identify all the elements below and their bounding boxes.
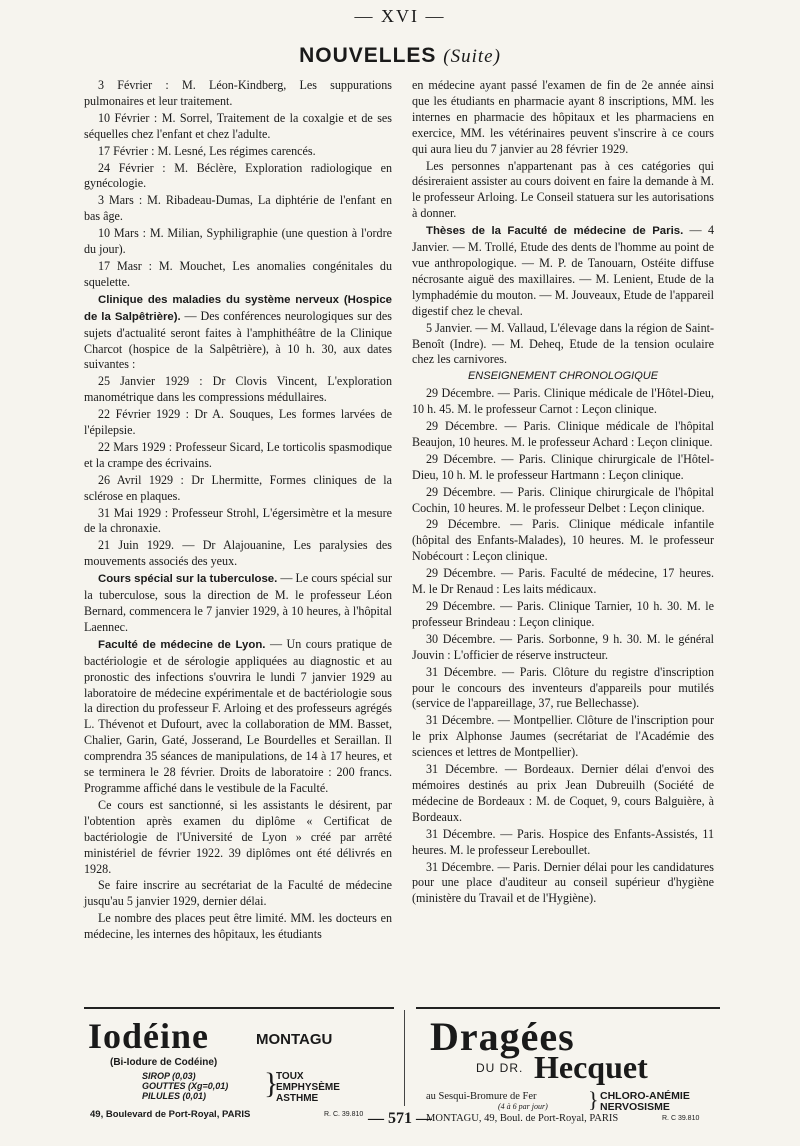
paragraph-body: — Le cours spécial sur la tuberculose, sous la direction de M. le professeur Léon Bernard, commencera le 7 janvier 1929, à 10 heures, à l'hôpital Laennec. [84,571,392,634]
ad-rc: R. C. 39.810 [324,1111,364,1118]
ad-separator [404,1010,405,1106]
paragraph-body: — Des conférences neurologiques sur des sujets d'actualité seront faites à l'amphithéâtre de la Clinique Charcot (hospice de la Salpêtrière), à 10 h. 30, aux dates suivantes : [84,308,392,372]
paragraph: 25 Janvier 1929 : Dr Clovis Vincent, L'exploration manométrique dans les compressions médullaires. [84,374,392,405]
ad-form: SIROP (0,03) [142,1071,196,1081]
paragraph: 21 Juin 1929. — Dr Alajouanine, Les paralysies des mouvements associés des yeux. [84,538,392,569]
ad-brand: Iodéine [88,1016,210,1056]
page-number: — 571 — [368,1110,432,1127]
advertisement-dragees [416,1013,720,1124]
brace-glyph: } [264,1067,279,1100]
ad-dudr: DU DR. [476,1061,524,1075]
ad-uses [276,1071,340,1104]
paragraph: Ce cours est sanctionné, si les assistants le désirent, par l'obtention après examen du diplôme « Certificat de bactériologie de l'Université de Lyon » créé par arrêté ministériel de février 1922. 39 diplômes ont été délivrés en 1928. [84,797,392,876]
paragraph: 29 Décembre. — Paris. Clinique chirurgicale de l'hôpital Cochin, 10 heures. M. le professeur Delbet : Leçon clinique. [412,484,714,515]
paragraph [84,571,392,636]
paragraph: 29 Décembre. — Paris. Clinique médicale infantile (hôpital des Enfants-Malades), 10 heures. M. le professeur Nobécourt : Leçon clinique. [412,517,714,564]
paragraph: 31 Décembre. — Paris. Hospice des Enfants-Assistés, 11 heures. M. le professeur Lereboullet. [412,826,714,857]
title-text: NOUVELLES [299,44,437,67]
paragraph: Se faire inscrire au secrétariat de la Faculté de médecine jusqu'au 5 janvier 1929, dernier délai. [84,878,392,909]
ad-dose: (4 à 6 par jour) [498,1102,548,1111]
section-heading: Cours spécial sur la tuberculose. [98,573,278,586]
ad-use: EMPHYSÈME [276,1082,340,1093]
section-title: ENSEIGNEMENT CHRONOLOGIQUE [467,370,659,383]
paragraph: 3 Mars : M. Ribadeau-Dumas, La diphtérie de l'enfant en bas âge. [84,193,392,224]
paragraph: 5 Janvier. — M. Vallaud, L'élevage dans la région de Saint-Benoît (Indre). — M. Deheq, Etude de la tension oculaire chez les carnivores. [412,320,714,367]
paragraph: 17 Masr : M. Mouchet, Les anomalies congénitales du squelette. [84,258,392,289]
paragraph: 31 Décembre. — Paris. Clôture du registre d'inscription pour le concours des inventeurs d'appareils pour mutilés (service de l'appareillage, 37, rue Bellechasse). [412,664,714,711]
ad-forms [142,1071,228,1101]
ad-use: TOUX [276,1071,304,1082]
paragraph: en médecine ayant passé l'examen de fin de 2e année ainsi que les étudiants en pharmacie ayant 8 inscriptions, MM. les internes en pharmacie des hôpitaux et les pharmaciens en exercice, MM. les vétérinaires peuvent s'inscrire à ce cours qui aura lieu du 7 janvier au 28 février 1929. [412,78,714,156]
paragraph: 29 Décembre. — Paris. Clinique chirurgicale de l'Hôtel-Dieu, 10 h. M. le professeur Hartmann : Leçon clinique. [412,451,714,482]
advertisement-iodeine [84,1013,394,1120]
paragraph: 22 Mars 1929 : Professeur Sicard, Le torticolis spasmodique et la crampe des écrivains. [84,439,392,470]
ad-brand: Dragées [430,1014,575,1059]
divider [84,1007,394,1009]
left-column [84,78,392,944]
section-heading: Thèses de la Faculté de médecine de Paris. [426,225,684,238]
paragraph: Le nombre des places peut être limité. MM. les docteurs en médecine, les internes des hôpitaux, les étudiants [84,911,392,942]
ad-form: GOUTTES (Xg=0,01) [142,1081,229,1091]
paragraph: 31 Mai 1929 : Professeur Strohl, L'égersimètre et la mesure de la chronaxie. [84,505,392,536]
paragraph: 31 Décembre. — Paris. Dernier délai pour les candidatures pour une place d'auditeur au conseil supérieur d'hygiène (ministère du Travail et de l'Hygiène). [412,859,714,906]
paragraph: 10 Mars : M. Milian, Syphiligraphie (une question à l'ordre du jour). [84,226,392,257]
paragraph: Les personnes n'appartenant pas à ces catégories qui désireraient assister au cours doivent en faire la demande à M. le professeur Arloing. Le Conseil statuera sur les autorisations à donner. [412,158,714,221]
ad-brand-name: Hecquet [534,1049,648,1085]
paragraph-body: — 4 Janvier. — M. Trollé, Etude des dents de l'homme au point de vue anthropologique. — M. P. de Tanouarn, Ostéite diffuse nécrosante aiguë des maxillaires. — M. Lenient, Etude de la lymphadémie du mouton. — M. Jouveaux, Etude de l'appareil digestif chez le cheval. [412,223,715,318]
ad-address: MONTAGU, 49, Boul. de Port-Royal, PARIS [426,1113,619,1124]
section-heading: Faculté de médecine de Lyon. [98,638,266,651]
ad-subtitle: (Bi-Iodure de Codéine) [110,1057,218,1068]
paragraph: 26 Avril 1929 : Dr Lhermitte, Formes cliniques de la sclérose en plaques. [84,472,392,503]
paragraph: 31 Décembre. — Bordeaux. Dernier délai d'envoi des mémoires destinés au prix Jean Dubreuilh (Société de médecine de Bordeaux : M. de Coquet, 9, cours Balguière, à Bordeaux. [412,762,714,824]
ad-use: ASTHME [276,1093,319,1104]
ad-form: PILULES (0,01) [142,1091,207,1101]
paragraph-body: — Un cours pratique de bactériologie et de sérologie appliquées au diagnostic et au pronostic des infections s'ouvrira le lundi 7 janvier 1929 au laboratoire de médecine expérimentale et de bactériologie sous la direction du professeur F. Arloing et des professeurs agrégés L. Thévenot et Dufourt, avec la collaboration de MM. Basset, Chalier, Garin, Gaté, Josserand, Le Bourdelles et Seraillan. Il comprendra 35 séances de manipulations, de 14 à 17 heures, et se terminera le 28 février. Droits de laboratoire : 200 francs. Programme affiché dans le vestibule de la Faculté. [84,636,392,795]
section-heading: Clinique des maladies du système nerveux (Hospice de la Salpêtrière). [84,293,392,323]
paragraph: 24 Février : M. Béclère, Exploration radiologique en gynécologie. [84,160,392,191]
ad-use: CHLORO-ANÉMIE [600,1090,690,1102]
paragraph: 29 Décembre. — Paris. Clinique Tarnier, 10 h. 30. M. le professeur Brindeau : Leçon clinique. [412,599,714,629]
paragraph: 10 Février : M. Sorrel, Traitement de la coxalgie et de ses séquelles chez l'enfant et chez l'adulte. [84,110,392,141]
paragraph: 29 Décembre. — Paris. Clinique médicale de l'Hôtel-Dieu, 10 h. 45. M. le professeur Carnot : Leçon clinique. [412,386,714,417]
page-title [0,44,800,68]
paragraph [84,637,392,797]
paragraph [412,223,714,319]
divider [416,1007,720,1009]
ad-desc: au Sesqui-Bromure de Fer [426,1091,537,1102]
right-column [412,78,714,908]
page-roman-number: — XVI — [354,6,446,26]
brace-glyph: } [588,1087,599,1112]
paragraph: 31 Décembre. — Montpellier. Clôture de l'inscription pour le prix Alphonse Jaumes (secrétariat de l'Académie des sciences et lettres de Montpellier). [412,713,714,760]
paragraph: 29 Décembre. — Paris. Faculté de médecine, 17 heures. M. le Dr Renaud : Les laits médicaux. [412,566,714,597]
ad-use: NERVOSISME [600,1101,670,1113]
paragraph: 30 Décembre. — Paris. Sorbonne, 9 h. 30. M. le général Jouvin : L'officier de réserve instructeur. [412,631,714,662]
ad-address: 49, Boulevard de Port-Royal, PARIS [90,1109,251,1120]
ad-maker: MONTAGU [256,1031,333,1048]
paragraph [84,292,392,374]
paragraph: 22 Février 1929 : Dr A. Souques, Les formes larvées de l'épilepsie. [84,407,392,438]
ad-rc: R. C 39.810 [662,1115,700,1122]
paragraph: 29 Décembre. — Paris. Clinique médicale de l'hôpital Beaujon, 10 heures. M. le professeur Achard : Leçon clinique. [412,419,714,449]
paragraph: 17 Février : M. Lesné, Les régimes carencés. [98,143,316,158]
paragraph: 3 Février : M. Léon-Kindberg, Les suppurations pulmonaires et leur traitement. [84,78,392,108]
title-suite: (Suite) [443,46,501,67]
